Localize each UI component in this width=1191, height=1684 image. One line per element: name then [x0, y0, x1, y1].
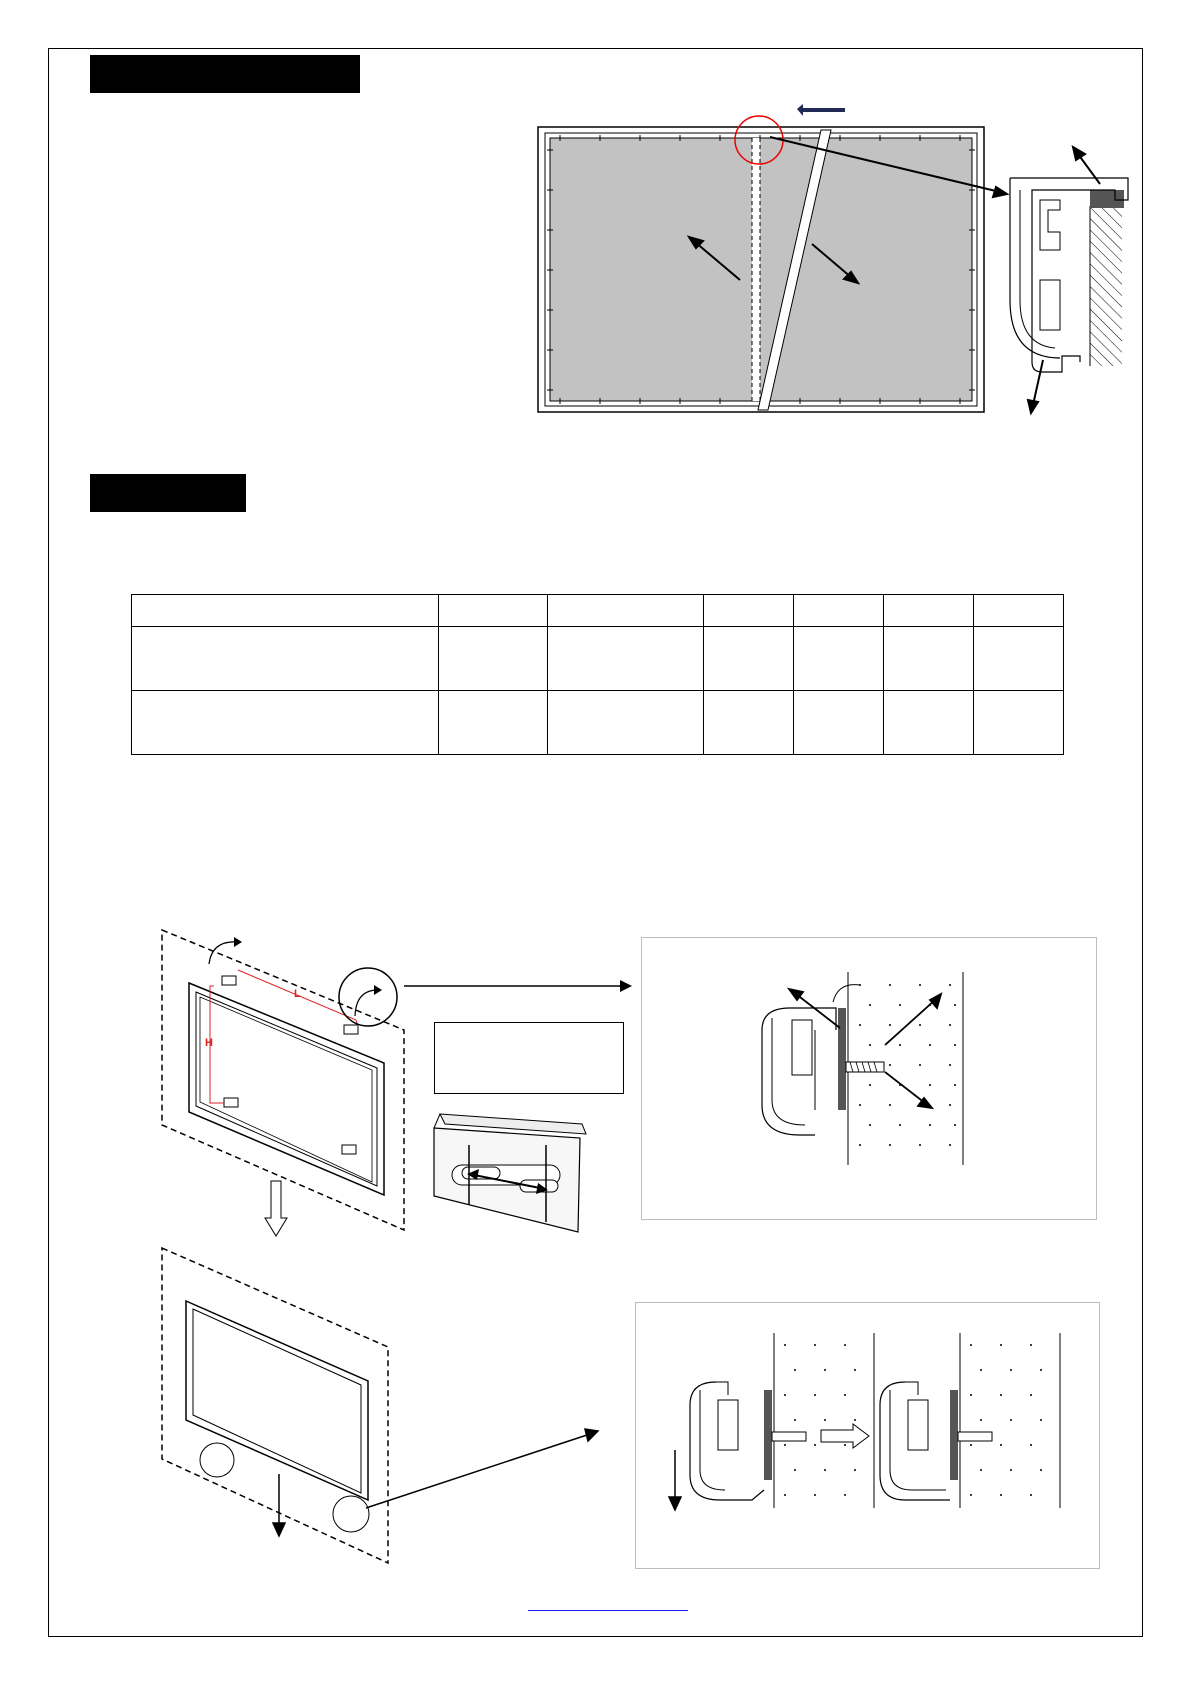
dimension-l: L: [294, 988, 301, 1000]
dimension-h: H: [205, 1037, 213, 1049]
footer-link[interactable]: [528, 1610, 688, 1611]
wall-dots: [784, 1344, 1042, 1496]
